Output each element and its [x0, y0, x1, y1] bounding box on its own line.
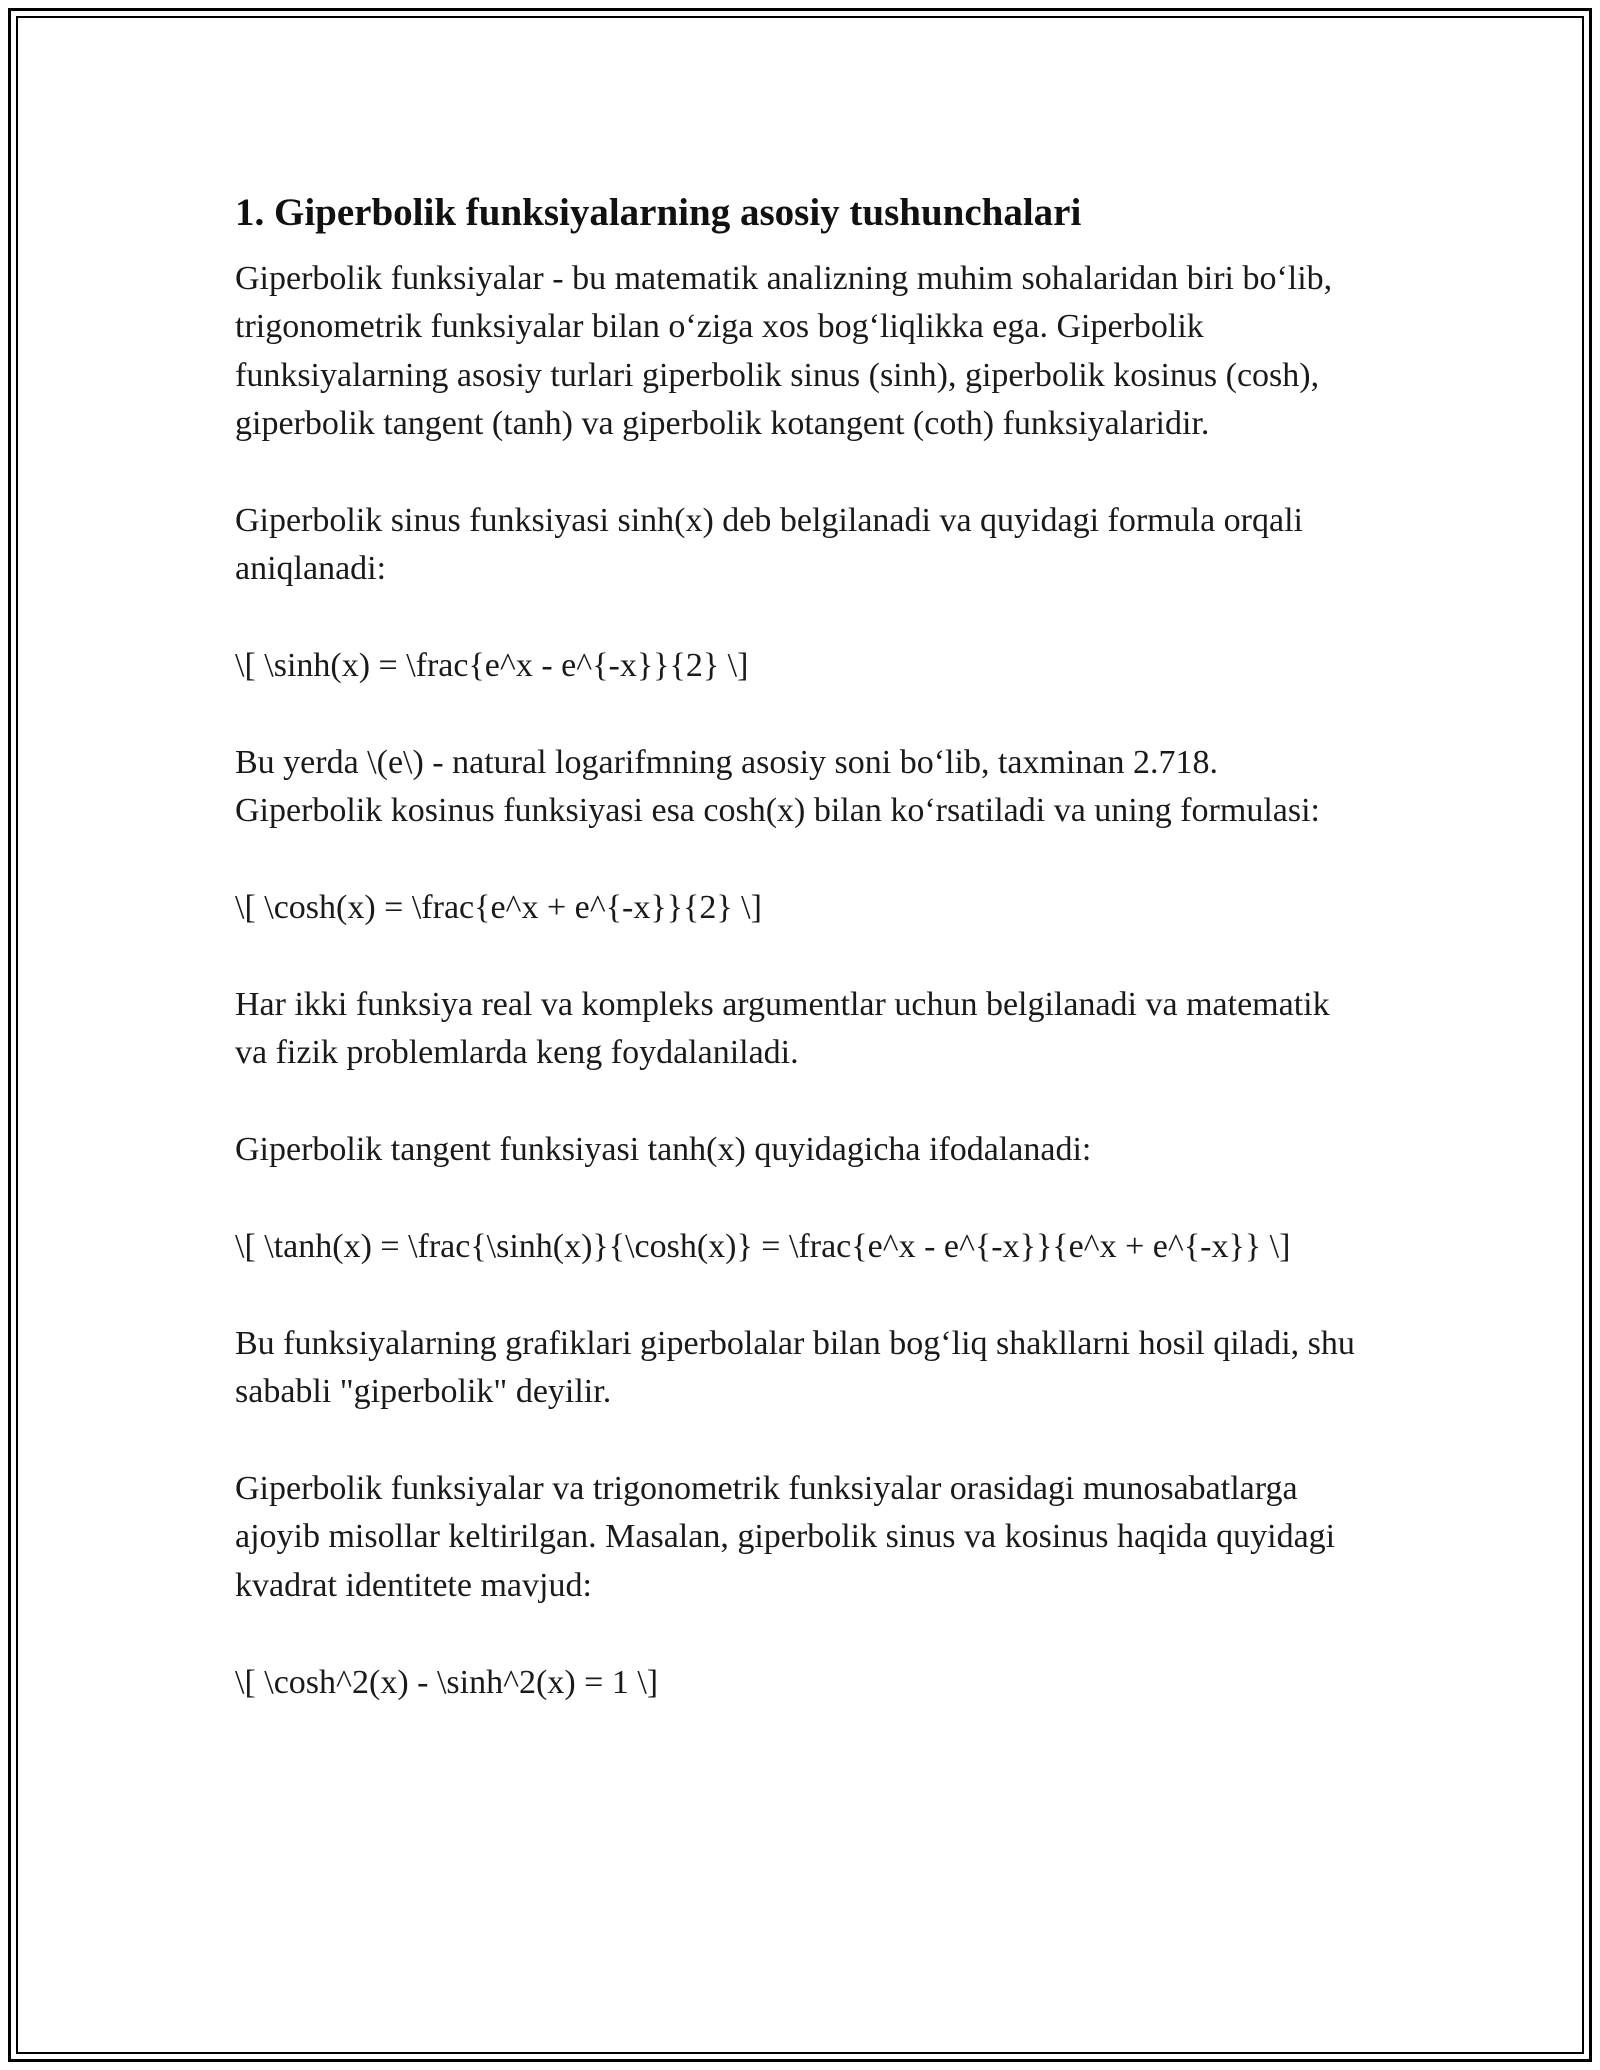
formula-identity: \[ \cosh^2(x) - \sinh^2(x) = 1 \]	[235, 1663, 659, 1701]
paragraph-identity-intro: Giperbolik funksiyalar va trigonometrik funksiyalar orasidagi munosabatlarga ajoyib misollar keltirilgan. Masalan, giperbolik sinus va kosinus haqida quyidagi kvadrat identitete mavjud:	[235, 1470, 1336, 1604]
paragraph-usage: Har ikki funksiya real va kompleks argumentlar uchun belgilanadi va matematik va fizik problemlarda keng foydalaniladi.	[235, 986, 1330, 1072]
formula-cosh: \[ \cosh(x) = \frac{e^x + e^{-x}}{2} \]	[235, 889, 762, 927]
paragraph-graphs: Bu funksiyalarning grafiklari giperbolalar bilan bog‘liq shakllarni hosil qiladi, shu sababli "giperbolik" deyilir.	[235, 1324, 1355, 1411]
formula-sinh: \[ \sinh(x) = \frac{e^x - e^{-x}}{2} \]	[235, 647, 749, 685]
section-heading: 1. Giperbolik funksiyalarning asosiy tushunchalari	[235, 191, 1082, 234]
document-body	[235, 185, 1365, 1707]
paragraph-intro: Giperbolik funksiyalar - bu matematik analizning muhim sohalaridan biri bo‘lib, trigonometrik funksiyalar bilan o‘ziga xos bog‘liqlikka ega. Giperbolik funksiyalarning asosiy turlari giperbolik sinus (sinh), giperbolik kosinus (cosh), giperbolik tangent (tanh) va giperbolik kotangent (coth) funksiyalaridir.	[235, 260, 1333, 443]
paragraph-tanh-definition: Giperbolik tangent funksiyasi tanh(x) quyidagicha ifodalanadi:	[235, 1131, 1092, 1169]
formula-tanh: \[ \tanh(x) = \frac{\sinh(x)}{\cosh(x)} = \frac{e^x - e^{-x}}{e^x + e^{-x}} \]	[235, 1228, 1291, 1266]
paragraph-e-and-cosh: Bu yerda \(e\) - natural logarifmning asosiy soni bo‘lib, taxminan 2.718. Giperbolik kosinus funksiyasi esa cosh(x) bilan ko‘rsatiladi va uning formulasi:	[235, 744, 1320, 830]
paragraph-sinh-definition: Giperbolik sinus funksiyasi sinh(x) deb belgilanadi va quyidagi formula orqali aniqlanadi:	[235, 502, 1303, 588]
